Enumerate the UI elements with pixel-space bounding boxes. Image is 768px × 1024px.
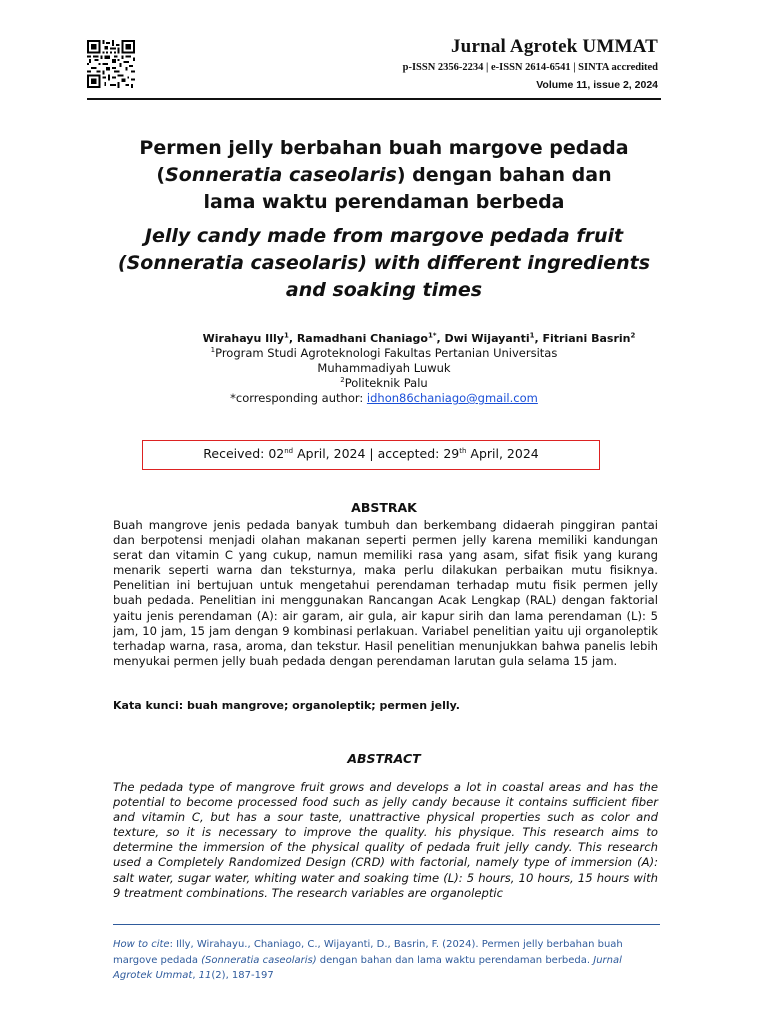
author-name: , Dwi Wijayanti bbox=[436, 332, 530, 345]
author-name: , Ramadhani Chaniago bbox=[288, 332, 428, 345]
header-divider bbox=[87, 98, 661, 100]
corresponding-label: *corresponding author: bbox=[230, 391, 367, 405]
received-label: Received: 02 bbox=[203, 446, 285, 461]
affiliation-2 bbox=[90, 376, 678, 391]
keywords: Kata kunci: buah mangrove; organoleptik; permen jelly. bbox=[113, 699, 460, 712]
abstrak-heading: ABSTRAK bbox=[351, 500, 417, 515]
title-id-line-3: lama waktu perendaman berbeda bbox=[203, 191, 565, 213]
title-en-line-1: Jelly candy made from margove pedada fruit bbox=[144, 225, 624, 247]
affiliation-1-line-1 bbox=[90, 346, 678, 361]
author-affil-mark: 2 bbox=[630, 331, 636, 340]
abstrak-text: Buah mangrove jenis pedada banyak tumbuh dan berkembang didaerah pinggiran pantai dan berpotensi menjadi olahan makanan seperti permen jelly karena memiliki kandungan serat dan vitamin C yang cukup, namun memiliki rasa yang asam, sifat fisik yang kurang menarik seperti warna dan teksturnya, maka perlu dilakukan perbaikan mutu fisiknya. Penelitian ini bertujuan untuk mengetahui perendaman terhadap mutu fisik permen jelly buah pedada. Penelitian ini menggunakan Rancangan Acak Lengkap (RAL) dengan faktorial yaitu jenis perendaman (A): air garam, air gula, air kapur sirih dan lama perendaman (L): 5 jam, 10 jam, 15 jam dengan 9 kombinasi perlakuan. Variabel penelitian yaitu uji organoleptik terhadap warna, rasa, aroma, dan tekstur. Hasil penelitian menunjukkan bahwa panelis lebih menyukai permen jelly buah pedada dengan perendaman larutan gula selama 15 jam. bbox=[113, 518, 658, 668]
author-list bbox=[90, 331, 678, 346]
citation-pages: (2), 187-197 bbox=[211, 970, 274, 981]
citation-journal: Jurnal Agrotek Ummat bbox=[113, 954, 622, 981]
citation-text: dengan bahan dan lama waktu perendaman berbeda. bbox=[316, 954, 594, 966]
dates-box bbox=[142, 440, 600, 470]
title-paren: ( bbox=[156, 164, 166, 186]
citation-volume: 11 bbox=[198, 970, 212, 981]
abstract-heading: ABSTRACT bbox=[347, 751, 421, 766]
affiliation-text: Politeknik Palu bbox=[344, 376, 428, 390]
ordinal-suffix: nd bbox=[284, 446, 294, 455]
author-name: , Fitriani Basrin bbox=[534, 332, 631, 345]
accepted-date: April, 2024 bbox=[466, 446, 539, 461]
title-en-line-3: and soaking times bbox=[285, 279, 483, 301]
author-affil-mark: 1 bbox=[283, 331, 289, 340]
qr-code-icon bbox=[87, 40, 135, 88]
corresponding-email-link[interactable]: idhon86chaniago@gmail.com bbox=[366, 391, 538, 405]
footer-divider bbox=[113, 924, 660, 925]
volume-line: Volume 11, issue 2, 2024 bbox=[536, 79, 658, 91]
affiliation-text: Program Studi Agroteknologi Fakultas Pertanian Universitas bbox=[215, 346, 558, 360]
accepted-label: April, 2024 | accepted: 29 bbox=[293, 446, 460, 461]
author-affil-mark: 1 bbox=[529, 331, 535, 340]
title-id-line-2 bbox=[90, 162, 678, 189]
ordinal-suffix: th bbox=[459, 446, 467, 455]
issn-line: p-ISSN 2356-2234 | e-ISSN 2614-6541 | SINTA accredited bbox=[402, 62, 658, 73]
citation bbox=[113, 937, 660, 984]
title-id-line-2-rest: ) dengan bahan dan bbox=[396, 164, 612, 186]
citation-label: How to cite bbox=[113, 939, 170, 950]
title-indonesian bbox=[90, 135, 678, 216]
abstract-text: The pedada type of mangrove fruit grows and develops a lot in coastal areas and has the potential to become processed food such as jelly candy because it contains sufficient fiber and vitamin C, but has a sour taste, unattractive physical properties such as color and texture, so it is necessary to improve the quality. his physique. This research aims to determine the immersion of the physical quality of pedada fruit jelly candy. This research used a Completely Randomized Design (CRD) with factorial, namely type of immersion (A): salt water, sugar water, whiting water and soaking time (L): 5 hours, 10 hours, 15 hours with 9 treatment combinations. The research variables are organoleptic bbox=[113, 780, 658, 900]
journal-name: Jurnal Agrotek UMMAT bbox=[450, 36, 658, 57]
author-name: Wirahayu Illy bbox=[202, 332, 284, 345]
affil-mark: 2 bbox=[340, 376, 345, 385]
citation-separator: , bbox=[192, 970, 199, 981]
citation-text: : Illy, Wirahayu., Chaniago, C., Wijayanti, D., Basrin, F. (2024). Permen jelly berbahan buah margove pedada bbox=[113, 939, 623, 966]
author-affil-mark: 1* bbox=[427, 331, 437, 340]
title-english bbox=[90, 223, 678, 304]
citation-species: (Sonneratia caseolaris) bbox=[201, 954, 317, 966]
corresponding-author bbox=[90, 391, 678, 406]
affiliation-1-line-2: Muhammadiyah Luwuk bbox=[317, 361, 451, 375]
title-id-line-1: Permen jelly berbahan buah margove pedada bbox=[139, 137, 629, 159]
species-name: Sonneratia caseolaris bbox=[165, 164, 397, 186]
title-en-line-2: (Sonneratia caseolaris) with different ingredients bbox=[117, 252, 651, 274]
affil-mark: 1 bbox=[210, 346, 216, 355]
